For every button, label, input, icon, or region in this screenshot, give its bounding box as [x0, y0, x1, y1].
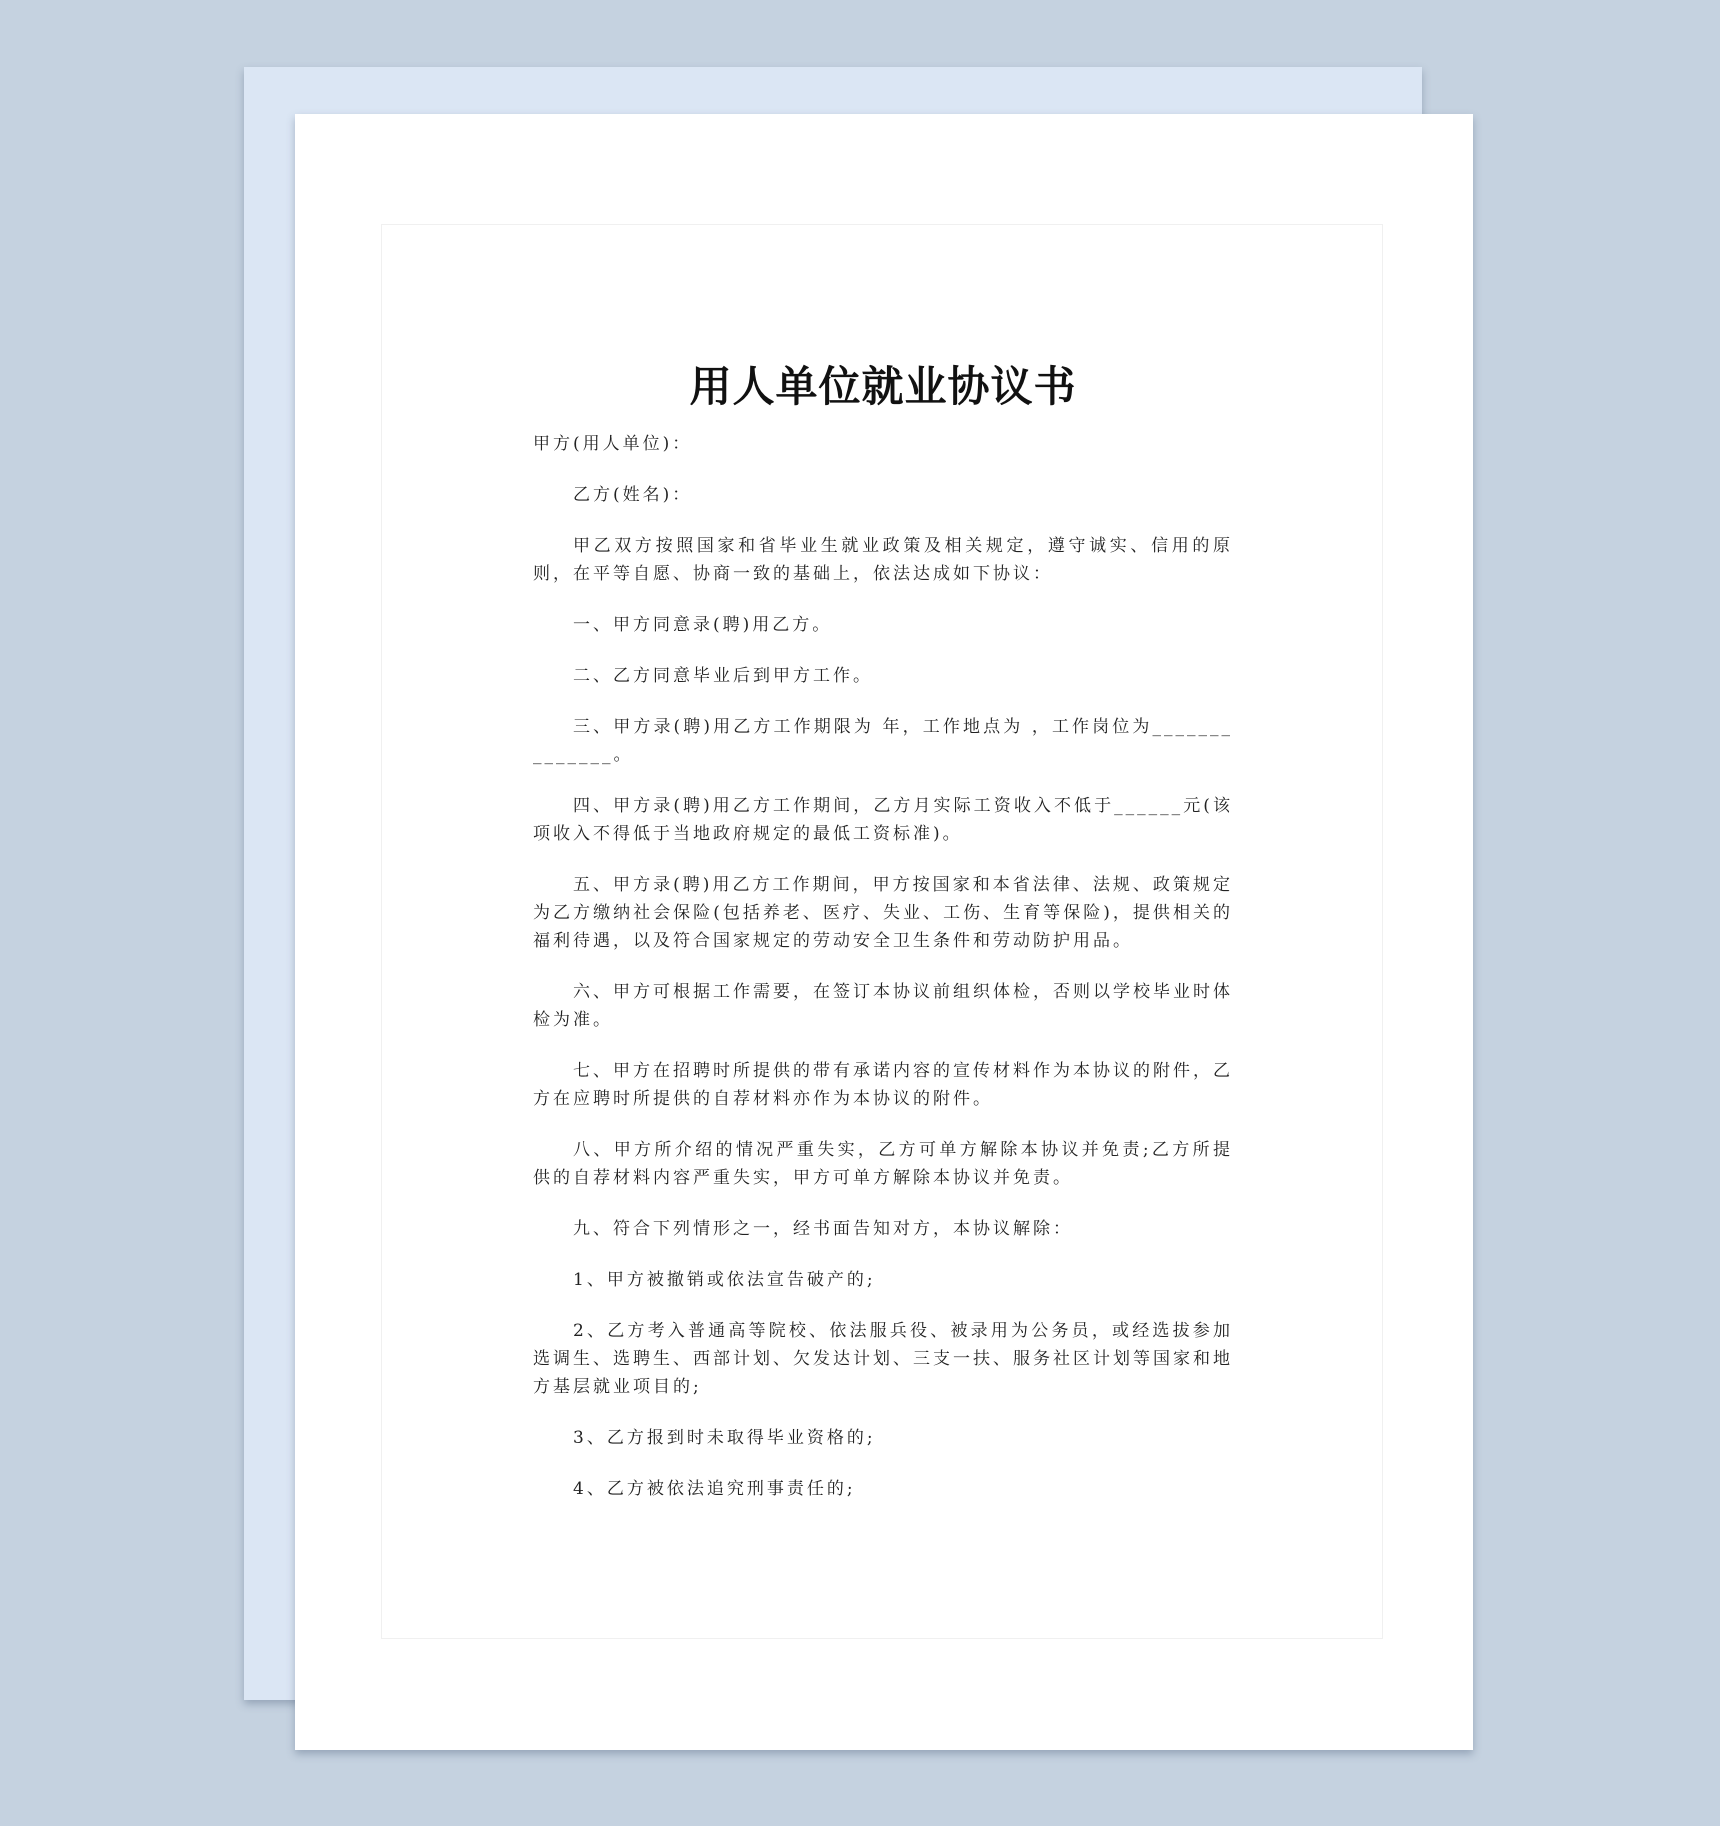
document-paragraph: 六、甲方可根据工作需要，在签订本协议前组织体检，否则以学校毕业时体检为准。 — [533, 982, 1233, 1030]
document-paragraph: 四、甲方录(聘)用乙方工作期间，乙方月实际工资收入不低于______元(该项收入不得低于当地政府规定的最低工资标准)。 — [533, 796, 1233, 844]
document-paragraph: 一、甲方同意录(聘)用乙方。 — [573, 615, 833, 635]
document-paragraph: 七、甲方在招聘时所提供的带有承诺内容的宣传材料作为本协议的附件，乙方在应聘时所提供的自荐材料亦作为本协议的附件。 — [533, 1061, 1233, 1109]
document-paragraph: 4、乙方被依法追究刑事责任的; — [573, 1479, 856, 1499]
paragraph-list — [533, 430, 1233, 1503]
document-paragraph: 3、乙方报到时未取得毕业资格的; — [573, 1428, 876, 1448]
document-title: 用人单位就业协议书 — [689, 362, 1077, 411]
document-paragraph: 甲方(用人单位)： — [533, 434, 693, 454]
document-paragraph: 乙方(姓名)： — [573, 485, 693, 505]
document-paragraph: 二、乙方同意毕业后到甲方工作。 — [573, 666, 873, 686]
document-paragraph: 八、甲方所介绍的情况严重失实，乙方可单方解除本协议并免责;乙方所提供的自荐材料内容严重失实，甲方可单方解除本协议并免责。 — [533, 1140, 1233, 1188]
document-paragraph: 五、甲方录(聘)用乙方工作期间，甲方按国家和本省法律、法规、政策规定为乙方缴纳社会保险(包括养老、医疗、失业、工伤、生育等保险)，提供相关的福利待遇，以及符合国家规定的劳动安全卫生条件和劳动防护用品。 — [533, 875, 1233, 951]
document-body — [533, 354, 1233, 1526]
front-page-sheet — [295, 114, 1473, 1750]
document-paragraph: 2、乙方考入普通高等院校、依法服兵役、被录用为公务员，或经选拔参加选调生、选聘生、西部计划、欠发达计划、三支一扶、服务社区计划等国家和地方基层就业项目的; — [533, 1321, 1233, 1397]
document-paragraph: 1、甲方被撤销或依法宣告破产的; — [573, 1270, 876, 1290]
document-paragraph: 三、甲方录(聘)用乙方工作期限为 年，工作地点为 ，工作岗位为______________。 — [533, 717, 1233, 765]
document-paragraph: 甲乙双方按照国家和省毕业生就业政策及相关规定，遵守诚实、信用的原则，在平等自愿、协商一致的基础上，依法达成如下协议： — [533, 536, 1233, 584]
document-paragraph: 九、符合下列情形之一，经书面告知对方，本协议解除： — [573, 1219, 1073, 1239]
